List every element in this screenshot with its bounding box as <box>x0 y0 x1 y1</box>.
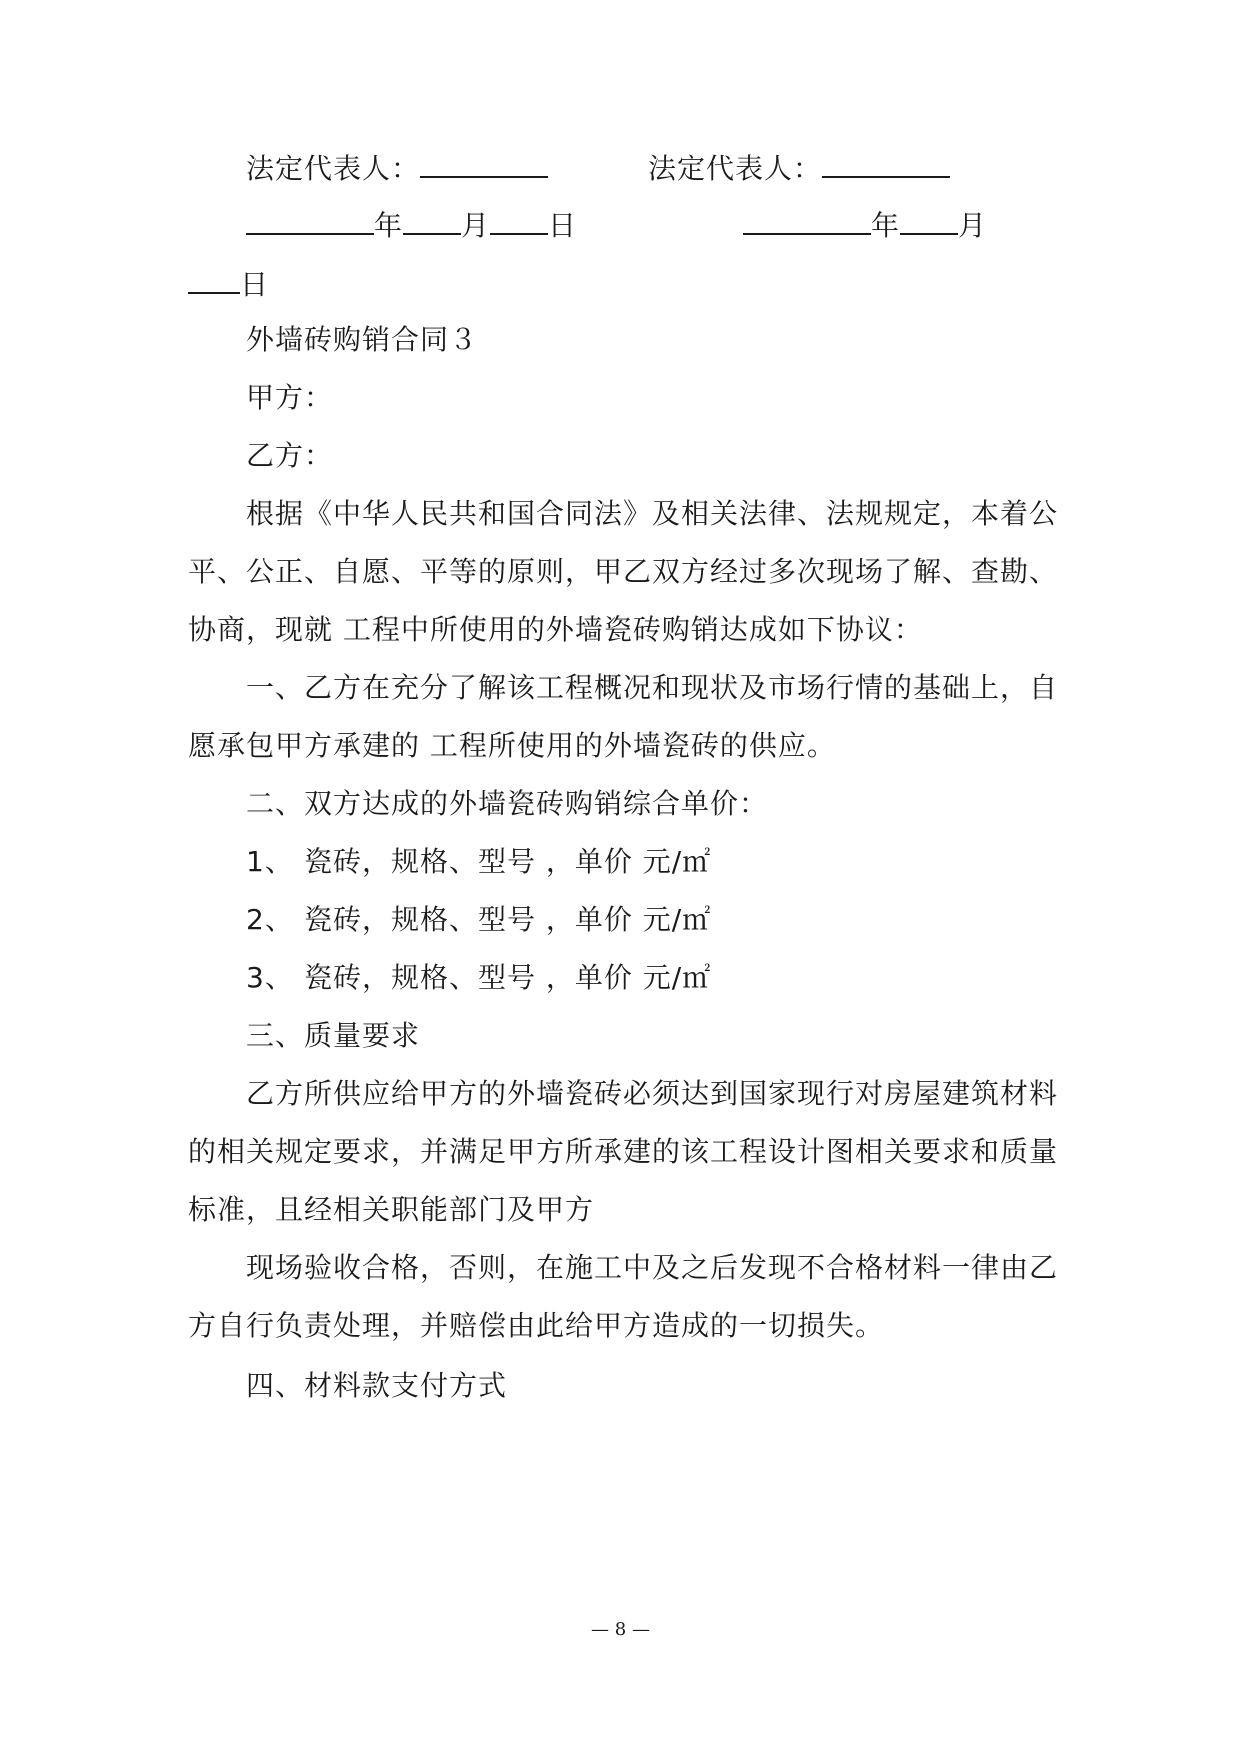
rep-label-party-b: 法定代表人： <box>648 152 823 185</box>
date-year-blank-b[interactable] <box>743 203 871 235</box>
price-item-number: 3、 <box>246 961 294 994</box>
price-item-number: 1、 <box>246 845 294 878</box>
price-item-text: 瓷砖，规格、型号 ，单价 元/㎡ <box>304 903 712 936</box>
month-label: 月 <box>461 209 491 242</box>
clause1-line: 一、乙方在充分了解该工程概况和现状及市场行情的基础上，自 <box>246 671 1059 704</box>
month-label-b: 月 <box>958 209 988 242</box>
clause2-title: 二、双方达成的外墙瓷砖购销综合单价： <box>246 787 769 820</box>
year-label: 年 <box>374 209 404 242</box>
clause3-body-line: 的相关规定要求，并满足甲方所承建的该工程设计图相关要求和质量 <box>188 1135 1059 1168</box>
price-item <box>188 900 1126 940</box>
party-a-label: 甲方： <box>246 381 334 414</box>
date-month-blank-b[interactable] <box>900 203 958 235</box>
clause4-title: 四、材料款支付方式 <box>246 1369 508 1402</box>
clause1-line: 愿承包甲方承建的 工程所使用的外墙瓷砖的供应。 <box>188 729 836 762</box>
party-b-label: 乙方： <box>246 439 334 472</box>
date-month-blank-a[interactable] <box>403 203 461 235</box>
price-item-number: 2、 <box>246 903 294 936</box>
rep-blank-party-a[interactable] <box>420 146 548 178</box>
page-number: — 8 — <box>591 1619 650 1640</box>
intro-line: 平、公正、自愿、平等的原则，甲乙双方经过多次现场了解、查勘、 <box>188 555 1059 588</box>
day-label: 日 <box>548 209 578 242</box>
price-item <box>188 958 1126 998</box>
signature-row-reps <box>188 146 1126 186</box>
intro-line: 根据《中华人民共和国合同法》及相关法律、法规规定，本着公 <box>246 497 1059 530</box>
price-item <box>188 842 1126 882</box>
clause3-title: 三、质量要求 <box>246 1019 421 1052</box>
day-label-b: 日 <box>240 268 270 301</box>
date-day-blank-a[interactable] <box>490 203 548 235</box>
clause3-body-line: 标准，且经相关职能部门及甲方 <box>188 1193 595 1226</box>
year-label-b: 年 <box>871 209 901 242</box>
price-item-text: 瓷砖，规格、型号 ，单价 元/㎡ <box>304 961 712 994</box>
contract-title: 外墙砖购销合同３ <box>246 323 479 356</box>
rep-blank-party-b[interactable] <box>822 146 950 178</box>
signature-row-dates <box>188 203 1126 243</box>
date-day-blank-b[interactable] <box>188 262 240 294</box>
rep-label-party-a: 法定代表人： <box>246 152 421 185</box>
price-item-text: 瓷砖，规格、型号 ，单价 元/㎡ <box>304 845 712 878</box>
clause3-cont-line: 方自行负责处理，并赔偿由此给甲方造成的一切损失。 <box>188 1309 885 1342</box>
signature-row-day-b <box>188 262 1068 302</box>
clause3-cont-line: 现场验收合格，否则，在施工中及之后发现不合格材料一律由乙 <box>246 1251 1059 1284</box>
clause3-body-line: 乙方所供应给甲方的外墙瓷砖必须达到国家现行对房屋建筑材料 <box>246 1077 1059 1110</box>
intro-line: 协商，现就 工程中所使用的外墙瓷砖购销达成如下协议： <box>188 613 923 646</box>
date-year-blank-a[interactable] <box>246 203 374 235</box>
